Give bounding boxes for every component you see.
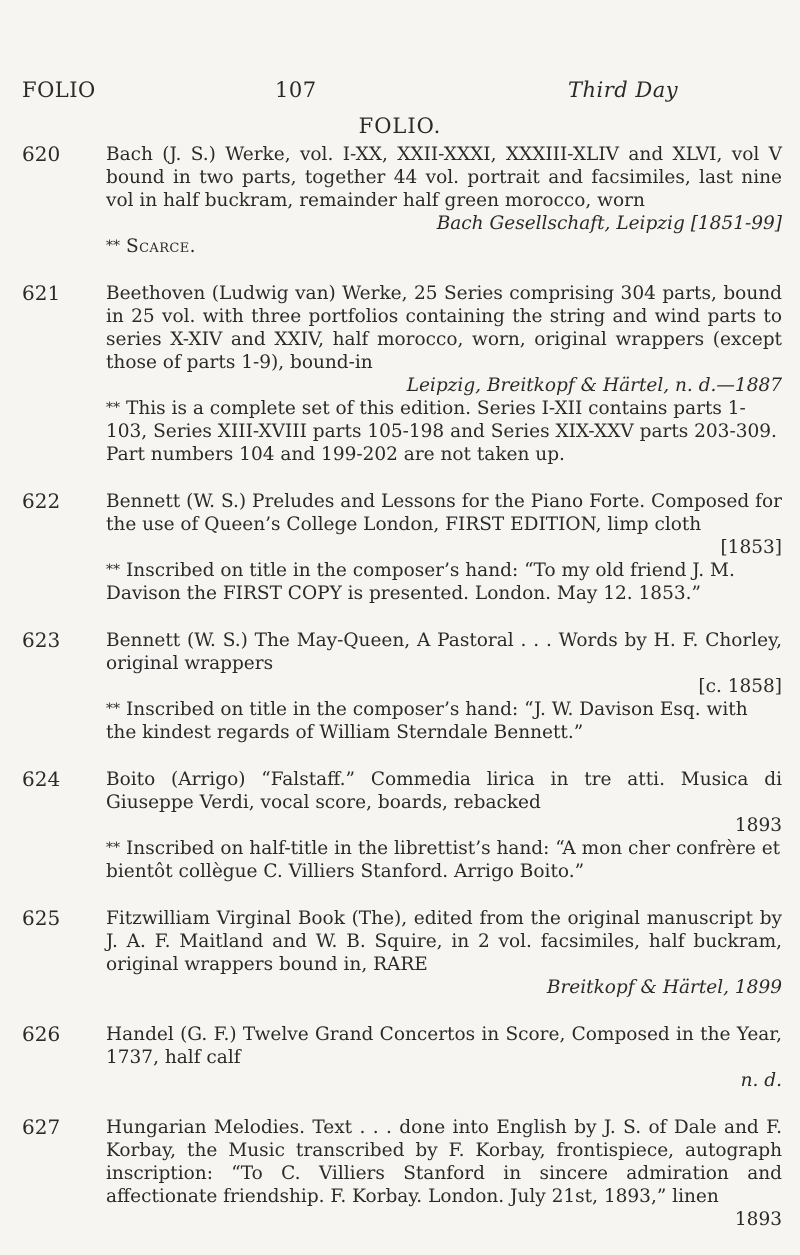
entry-publisher: [c. 1858] — [698, 676, 782, 697]
entry-note-text: Inscribed on title in the composer’s hand: “J. W. Davison Esq. with the kindest regards of William Sterndale Bennett.” — [106, 699, 748, 743]
entry-text: Boito (Arrigo) “Falstaff.” Commedia lirica in tre atti. Musica di Giuseppe Verdi, vocal score, boards, rebacked — [106, 769, 782, 813]
catalogue-entries — [0, 143, 800, 1255]
entry-publisher: [1853] — [720, 537, 782, 558]
entry-text: Bach (J. S.) Werke, vol. I-XX, XXII-XXXI, XXXIII-XLIV and XLVI, vol V bound in two parts, together 44 vol. portrait and facsimiles, last nine vol in half buckram, remainder half green morocco, worn — [106, 144, 782, 211]
catalogue-entry — [0, 282, 800, 466]
catalogue-entry — [0, 907, 800, 999]
lot-number: 624 — [22, 767, 61, 791]
entry-publisher: n. d. — [740, 1070, 782, 1091]
entry-text: Beethoven (Ludwig van) Werke, 25 Series comprising 304 parts, bound in 25 vol. with three portfolios containing the string and wind parts to series X-XIV and XXIV, half morocco, worn, original wrappers (except those of parts 1-9), bound-in — [106, 283, 782, 373]
header-day: Third Day — [568, 78, 679, 102]
lot-number: 627 — [22, 1115, 61, 1139]
asterisk-mark: ** — [106, 840, 120, 856]
entry-body — [106, 143, 782, 258]
entry-text: Bennett (W. S.) The May-Queen, A Pastoral . . . Words by H. F. Chorley, original wrappers — [106, 630, 782, 674]
entry-note-text: This is a complete set of this edition. Series I-XII contains parts 1-103, Series XIII-XVIII parts 105-198 and Series XIX-XXV parts 203-309. Part numbers 104 and 199-202 are not taken up. — [106, 398, 777, 465]
lot-number: 621 — [22, 281, 61, 305]
entry-publisher: 1893 — [734, 1209, 782, 1230]
asterisk-mark: ** — [106, 701, 120, 717]
entry-note — [106, 837, 782, 883]
lot-number: 620 — [22, 142, 61, 166]
entry-publisher: Leipzig, Breitkopf & Härtel, n. d.—1887 — [406, 375, 782, 396]
entry-body — [106, 907, 782, 999]
entry-text: Hungarian Melodies. Text . . . done into English by J. S. of Dale and F. Korbay, the Music transcribed by F. Korbay, frontispiece, autograph inscription: “To C. Villiers Stanford in sincere admiration and affectionate friendship. F. Korbay. London. July 21st, 1893,” linen — [106, 1117, 782, 1207]
lot-number: 623 — [22, 628, 61, 652]
catalogue-entry — [0, 143, 800, 258]
header-section: FOLIO — [22, 78, 96, 102]
entry-body — [106, 629, 782, 744]
entry-note — [106, 397, 782, 466]
entry-text: Bennett (W. S.) Preludes and Lessons for the Piano Forte. Composed for the use of Queen’s College London, FIRST EDITION, limp cloth — [106, 491, 782, 535]
lot-number: 622 — [22, 489, 61, 513]
entry-note — [106, 235, 782, 258]
entry-publisher: Bach Gesellschaft, Leipzig [1851-99] — [436, 213, 782, 234]
entry-body — [106, 1116, 782, 1231]
asterisk-mark: ** — [106, 400, 120, 416]
entry-body — [106, 1023, 782, 1092]
page-number: 107 — [275, 78, 317, 102]
entry-publisher: 1893 — [734, 815, 782, 836]
catalogue-entry — [0, 768, 800, 883]
lot-number: 626 — [22, 1022, 61, 1046]
asterisk-mark: ** — [106, 562, 120, 578]
entry-note-text: Inscribed on title in the composer’s hand: “To my old friend J. M. Davison the FIRST COPY is presented. London. May 12. 1853.” — [106, 560, 735, 604]
catalogue-entry — [0, 490, 800, 605]
entry-note-text: Inscribed on half-title in the librettist’s hand: “A mon cher confrère et bientôt collègue C. Villiers Stanford. Arrigo Boito.” — [106, 838, 781, 882]
running-header — [0, 78, 800, 108]
lot-number: 625 — [22, 906, 61, 930]
catalogue-entry — [0, 1023, 800, 1092]
entry-body — [106, 282, 782, 466]
entry-note-text: Scarce. — [126, 236, 196, 257]
entry-note — [106, 698, 782, 744]
catalogue-entry — [0, 1116, 800, 1231]
entry-publisher: Breitkopf & Härtel, 1899 — [546, 977, 782, 998]
entry-text: Fitzwilliam Virginal Book (The), edited from the original manuscript by J. A. F. Maitland and W. B. Squire, in 2 vol. facsimiles, half buckram, original wrappers bound in, RARE — [106, 908, 782, 975]
entry-body — [106, 490, 782, 605]
section-title: FOLIO. — [358, 114, 442, 138]
entry-body — [106, 768, 782, 883]
entry-note — [106, 559, 782, 605]
catalogue-entry — [0, 629, 800, 744]
asterisk-mark: ** — [106, 238, 120, 254]
entry-text: Handel (G. F.) Twelve Grand Concertos in Score, Composed in the Year, 1737, half calf — [106, 1024, 782, 1068]
